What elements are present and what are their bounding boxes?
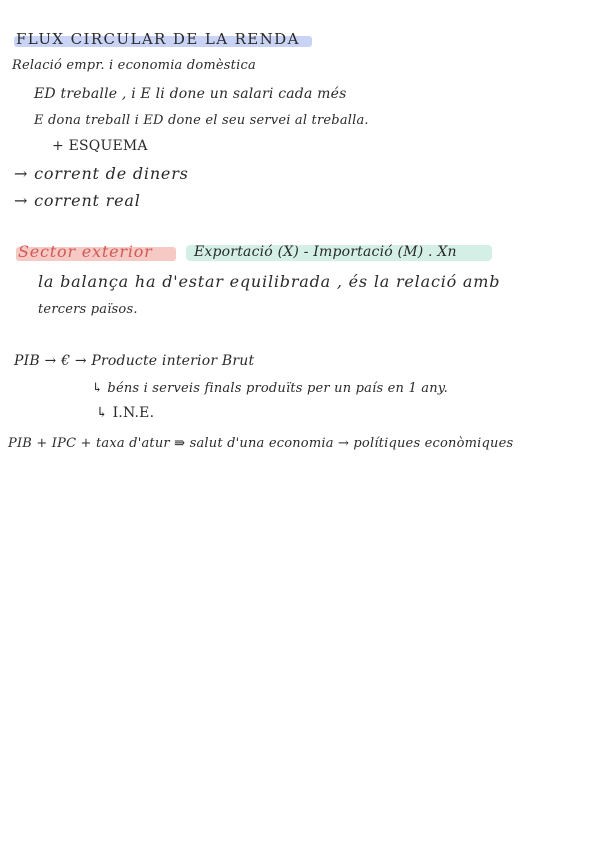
section-title: FLUX CIRCULAR DE LA RENDA [16,30,300,48]
section-heading: Sector exterior [18,242,153,261]
arrow-note: → corrent de diners [14,164,189,183]
note-line: E dona treball i ED done el seu servei al treballa. [34,113,369,128]
note-line: tercers països. [38,302,138,317]
note-line: PIB + IPC + taxa d'atur ⇛ salut d'una economia → polítiques econòmiques [8,436,514,451]
section-subtitle: Relació empr. i economia domèstica [12,58,256,73]
note-line: ↳ béns i serveis finals produïts per un país en 1 any. [92,381,448,396]
note-line: la balança ha d'estar equilibrada , és la relació amb [38,272,501,291]
note-line: PIB → € → Producte interior Brut [14,353,255,369]
note-line: ↳ I.N.E. [96,405,155,421]
note-line: ED treballe , i E li done un salari cada més [34,86,347,102]
formula: Exportació (X) - Importació (M) . Xn [194,244,457,260]
arrow-note: → corrent real [14,191,141,210]
note-line: + ESQUEMA [52,138,148,154]
